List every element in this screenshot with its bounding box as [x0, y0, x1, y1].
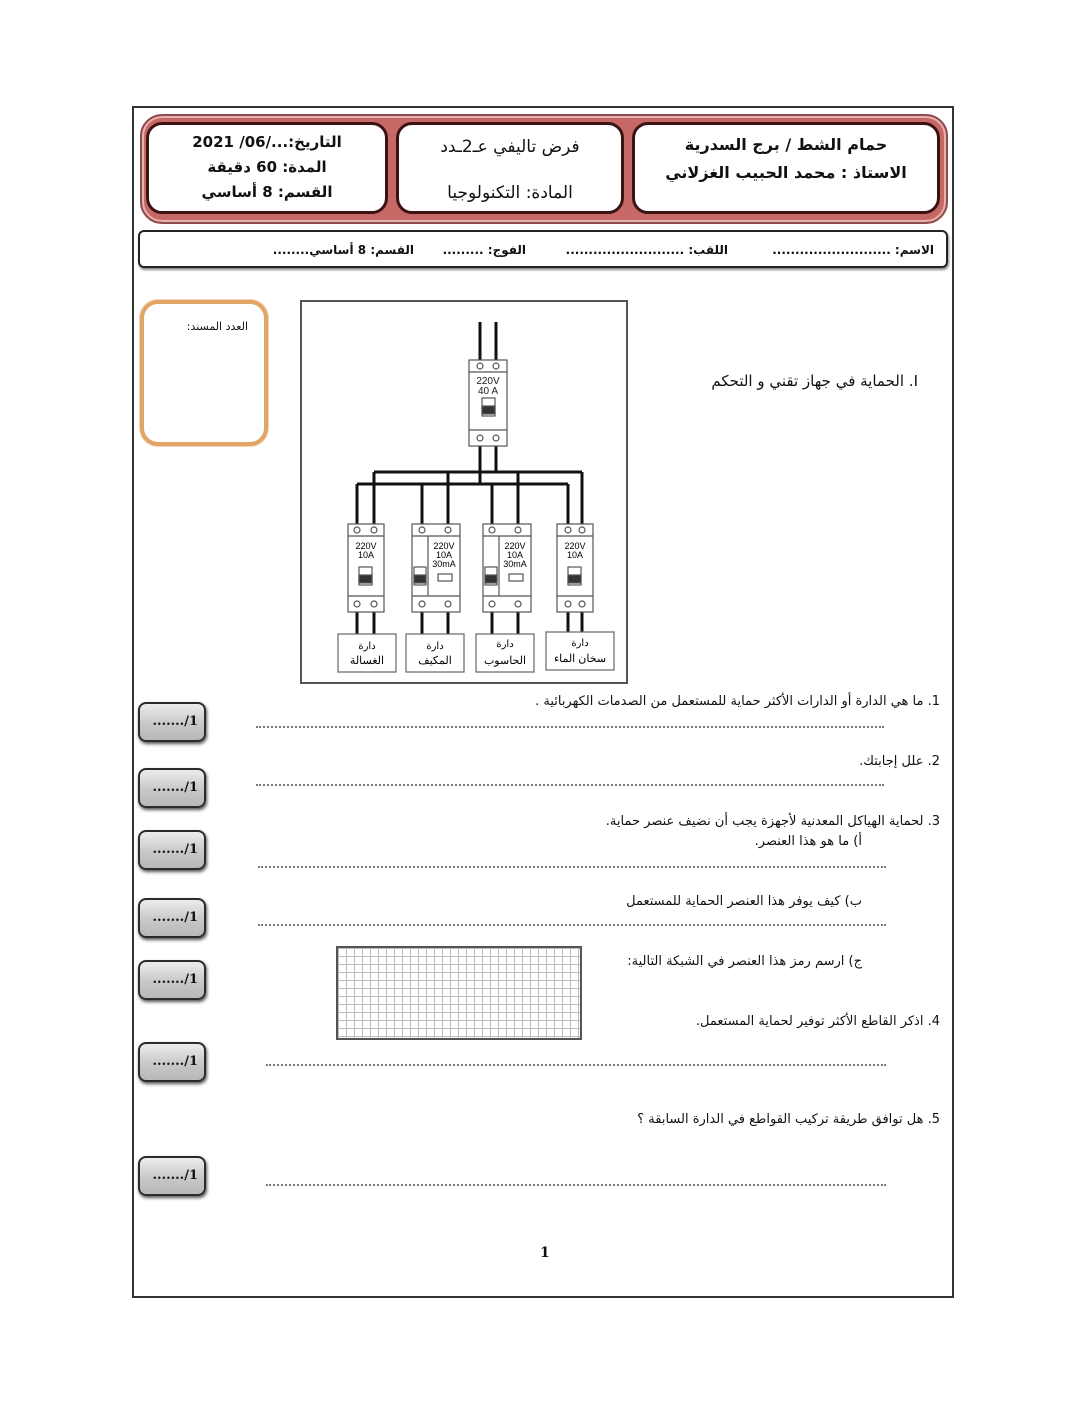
- question-1: 1. ما هي الدارة أو الدارات الأكثر حماية للمستعمل من الصدمات الكهربائية .: [535, 694, 940, 709]
- mark-box-1[interactable]: ......./1: [138, 702, 206, 742]
- student-name-field[interactable]: الاسم: ..........................: [772, 243, 934, 257]
- main-breaker-current: 40 A: [477, 386, 499, 397]
- student-group-field[interactable]: الفوج: .........: [442, 243, 526, 257]
- header-school-cell: [632, 122, 940, 214]
- svg-text:دارة: دارة: [496, 639, 514, 650]
- svg-text:220V: 220V: [564, 541, 586, 551]
- question-5: 5. هل توافق طريقة تركيب القواطع في الدارة السابقة ؟: [637, 1112, 940, 1127]
- main-breaker-voltage: 220V: [476, 376, 500, 387]
- score-label: العدد المسند:: [186, 320, 248, 333]
- exam-title: فرض تاليفي عـ2ـدد: [440, 137, 580, 157]
- student-info-bar: [138, 230, 948, 268]
- answer-line-5[interactable]: [266, 1184, 886, 1186]
- mark-box-7[interactable]: ......./1: [138, 1156, 206, 1196]
- question-3a: أ) ما هو هذا العنصر.: [754, 834, 862, 849]
- mark-box-4[interactable]: ......./1: [138, 898, 206, 938]
- svg-text:10A: 10A: [435, 550, 453, 560]
- svg-text:220V: 220V: [433, 541, 455, 551]
- mark-box-2[interactable]: ......./1: [138, 768, 206, 808]
- svg-text:220V: 220V: [504, 541, 526, 551]
- question-3c: ج) ارسم رمز هذا العنصر في الشبكة التالية:: [627, 954, 862, 969]
- school-name: حمام الشط / برج السدرية: [684, 135, 888, 154]
- circuit-diagram: [300, 300, 628, 684]
- breaker-1: [348, 524, 384, 612]
- question-4: 4. اذكر القاطع الأكثر توفير لحماية المستعمل.: [695, 1014, 940, 1029]
- teacher-name: الاستاذ : محمد الحبيب الغزلاني: [665, 163, 907, 182]
- main-breaker: [469, 360, 507, 446]
- svg-text:الحاسوب: الحاسوب: [483, 655, 527, 667]
- svg-text:10A: 10A: [357, 550, 375, 560]
- question-3: 3. لحماية الهياكل المعدنية لأجهزة يجب أن نضيف عنصر حماية.: [605, 814, 940, 829]
- answer-line-2[interactable]: [256, 784, 884, 786]
- svg-text:سخان الماء: سخان الماء: [553, 653, 607, 665]
- svg-text:10A: 10A: [566, 550, 584, 560]
- answer-line-3b[interactable]: [258, 924, 886, 926]
- svg-text:المكيف: المكيف: [418, 655, 452, 667]
- breaker-4: [557, 524, 593, 612]
- svg-text:30mA: 30mA: [432, 559, 456, 569]
- svg-text:10A: 10A: [506, 550, 524, 560]
- breaker-panel-diagram: [302, 302, 626, 682]
- mark-box-3[interactable]: ......./1: [138, 830, 206, 870]
- header-exam-cell: [396, 122, 624, 214]
- question-3b: ب) كيف يوفر هذا العنصر الحماية للمستعمل: [626, 894, 862, 909]
- answer-line-1[interactable]: [256, 726, 884, 728]
- mark-box-5[interactable]: ......./1: [138, 960, 206, 1000]
- exam-duration: المدة: 60 دقيقة: [207, 158, 327, 176]
- section-title: I. الحماية في جهاز تقني و التحكم: [711, 372, 918, 390]
- student-class-field[interactable]: القسم: 8 أساسي........: [272, 243, 414, 257]
- svg-text:220V: 220V: [355, 541, 377, 551]
- score-box[interactable]: [140, 300, 268, 446]
- answer-line-3a[interactable]: [258, 866, 886, 868]
- subject: المادة: التكنولوجيا: [447, 183, 573, 203]
- svg-text:30mA: 30mA: [503, 559, 527, 569]
- header-info-cell: [146, 122, 388, 214]
- svg-text:دارة: دارة: [358, 641, 376, 652]
- svg-text:دارة: دارة: [426, 641, 444, 652]
- svg-text:الغسالة: الغسالة: [349, 655, 385, 667]
- student-surname-field[interactable]: اللقب: ..........................: [565, 243, 728, 257]
- svg-text:دارة: دارة: [571, 638, 589, 649]
- exam-class: القسم: 8 أساسي: [201, 183, 333, 201]
- answer-line-4[interactable]: [266, 1064, 886, 1066]
- mark-box-6[interactable]: ......./1: [138, 1042, 206, 1082]
- question-2: 2. علل إجابتك.: [859, 754, 940, 769]
- exam-date: التاريخ:.../06/ 2021: [192, 133, 342, 151]
- page-number: 1: [540, 1245, 550, 1261]
- drawing-grid[interactable]: [336, 946, 582, 1040]
